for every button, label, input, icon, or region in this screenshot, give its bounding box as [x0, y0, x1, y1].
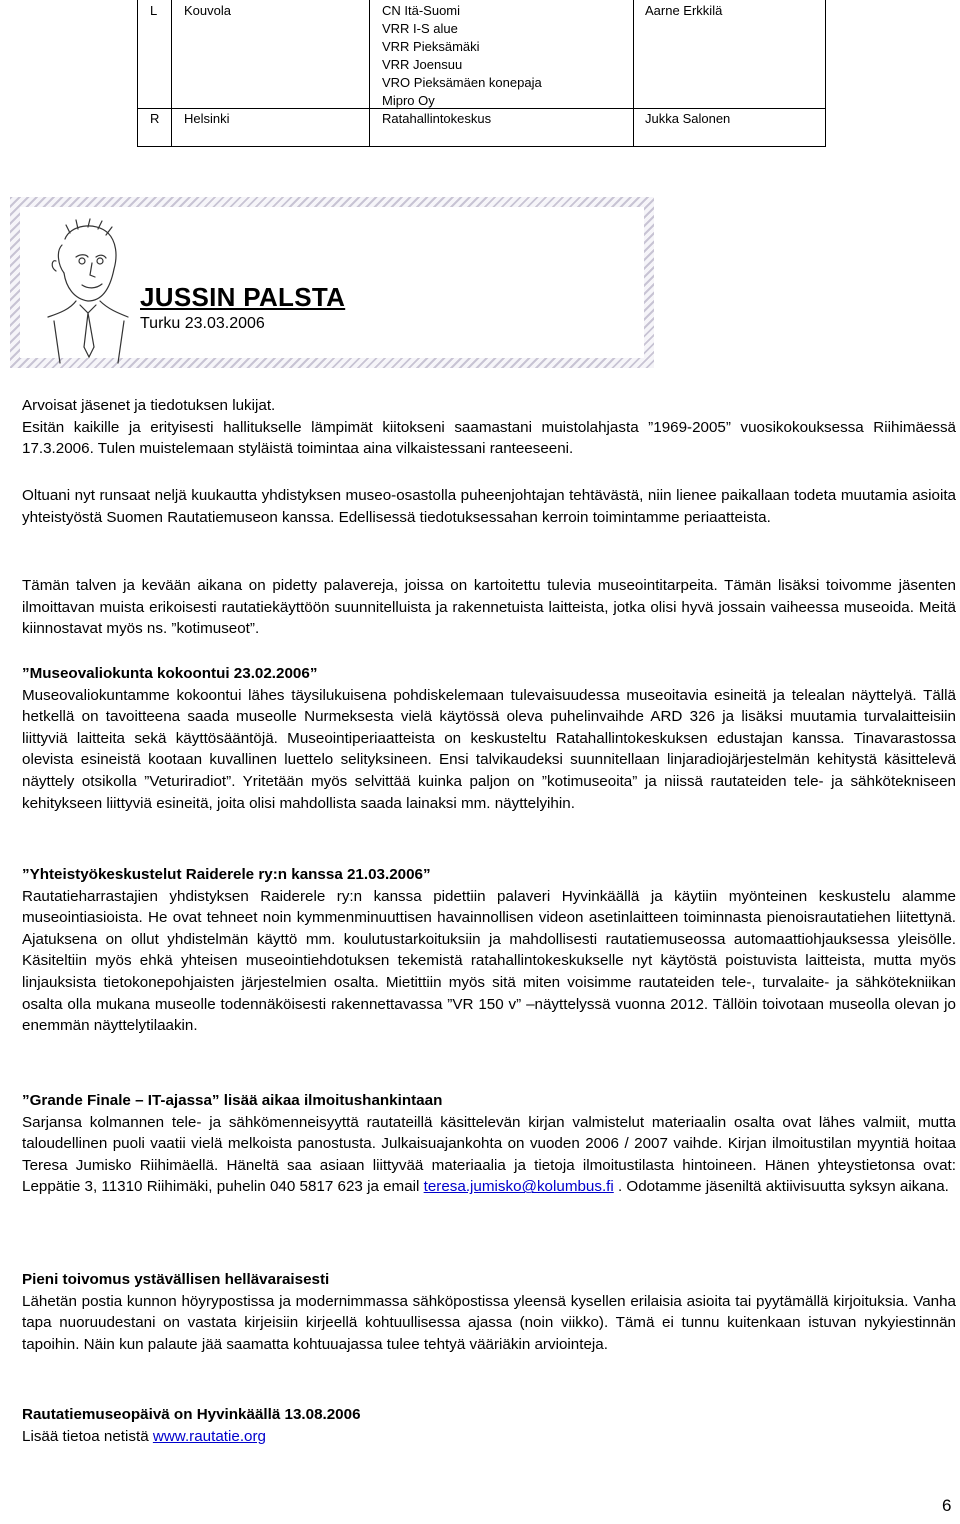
- region-code: R: [150, 111, 160, 126]
- section-heading: ”Museovaliokunta kokoontui 23.02.2006”: [22, 665, 318, 682]
- section-text: [22, 1112, 956, 1198]
- section-heading: ”Yhteistyökeskustelut Raiderele ry:n kanssa 21.03.2006”: [22, 866, 431, 883]
- contact-person: Aarne Erkkilä: [645, 3, 723, 18]
- table-divider: [369, 0, 370, 147]
- paragraph-text: Oltuani nyt runsaat neljä kuukautta yhdistyksen museo-osastolla puheenjohtajan tehtävästä, niin lienee paikallaan todeta muutamia asioita yhteistyöstä Suomen Rautatiemuseon kanssa. Edellisessä tiedotuksessahan kerroin toimintamme periaatteista.: [22, 487, 956, 526]
- link-intro-text: Lisää tietoa netistä: [22, 1427, 153, 1445]
- distribution-table: [137, 0, 826, 147]
- text-before-email: Sarjansa kolmannen tele- ja sähkömenneisyyttä rautateillä käsittelevän kirjan valmistelut materiaalin osalta ovat lähes valmiit, mutta taloudellinen puoli vaatii vielä melkoista panostusta. Julkaisuajankohta on vuoden 2006 / 2007 vaihde. Kirjan ilmoitustilan myyntiä hoitaa Teresa Jumisko Riihimäellä. Häneltä saa asiaan liittyvää materiaalia ja tietoja ilmoitustilasta hintoineen. Hänen yhteystietonsa ovat: Leppätie 3, 11310 Riihimäki, puhelin 040 5817 623 ja email: [22, 1113, 956, 1196]
- winter-paragraph: [22, 575, 956, 640]
- city-name: Helsinki: [184, 111, 230, 126]
- page-number: 6: [942, 1496, 952, 1515]
- section-text: Lähetän postia kunnon höyrypostissa ja modernimmassa sähköpostissa yleensä kysellen erilaisia asioita tai pyytämällä kirjoituksia. Vanha tapa nuoruudestani on vastata kirjeisiin kirjeellä kohtuullisessa ajassa (noin viikko). Tämä ei tunnu kuitenkaan istuvan nykyiestinnän tapoihin. Näin kun palaute jää saamatta kohtuuajassa tulee tehtyä vääriäkin arviointeja.: [22, 1292, 956, 1353]
- email-link[interactable]: teresa.jumisko@kolumbus.fi: [423, 1178, 614, 1196]
- section-raiderele: [22, 864, 956, 1037]
- section-text: Rautatieharrastajien yhdistyksen Raiderele ry:n kanssa pidettiin palaveri Hyvinkäällä ja käytiin myönteinen keskustelu alamme museointiasioista. He ovat tehneet noin kymmenminuuttisen havainnollisen videon asetinlaitteen toiminnasta pienoisrautatiehen liitettynä. Ajatuksena on ollut yhdistelmän käyttö mm. koulutustarkoituksiin ja mahdollisesti rautatiemuseossa automaattiohjauksessa yleisölle. Käsiteltiin myös ehkä yhteisen museointiehdotuksen tekemistä ratahallintokeskukselle nyt käytöstä poistuvista laitteista, mutta myös linjauksista tietokonepohjaisten järjestelmien osalta. Mietittiin myös sitä miten voisimme rautateiden tele-, turvalaite- ja sähkötekniikan osalta olla mukana museolle todennäköisesti rakennettavassa ”VR 150 v” –näyttelyssä vuonna 2012. Tällöin toivotaan museolla olevan jo enemmän näyttelytilaakin.: [22, 887, 956, 1035]
- table-divider: [171, 0, 172, 147]
- column-title: JUSSIN PALSTA: [140, 282, 346, 312]
- website-link[interactable]: www.rautatie.org: [152, 1427, 266, 1445]
- unit-list: Ratahallintokeskus: [382, 111, 492, 126]
- table-divider: [633, 0, 634, 147]
- region-code: L: [150, 3, 158, 18]
- section-text: Museovaliokuntamme kokoontui lähes täysilukuisena pohdiskelemaan tulevaisuudessa museoitavia esineitä ja telealan näyttelyä. Tällä hetkellä on tavoitteena saada museolle Nurmeksesta vielä käytössä oleva puhelinvaihde ARD 326 ja lisäksi muutamia turvalaitteisiin liittyviä laitteita sekä käyttösääntöjä. Museointiperiaatteista on keskusteltu Ratahallintokeskuksen edustajan kanssa. Tinavarastossa olevista esineistä kootaan kuvallinen luettelo selityksineen. Ensi talvikaudeksi suunnitellaan linjaradiojärjestelmän kehitystä käsittelevä näyttely otsikolla ”Veturiradiot”. Yritetään myös selvittää kuinka paljon on ”kotimuseoita” ja niissä rautateiden tele- ja sähkötekniseen kehitykseen liittyviä esineitä, joita olisi mahdollista saada lainaksi mm. näyttelyihin.: [22, 686, 956, 812]
- section-text: [22, 1426, 956, 1448]
- text-after-email: . Odotamme jäseniltä aktiivisuutta syksyn aikana.: [613, 1178, 949, 1196]
- section-museum-day: [22, 1404, 956, 1447]
- column-date: Turku 23.03.2006: [140, 315, 265, 332]
- section-request: [22, 1269, 956, 1355]
- portrait-sketch-icon: [40, 217, 130, 367]
- city-name: Kouvola: [184, 3, 231, 18]
- greeting: Arvoisat jäsenet ja tiedotuksen lukijat.: [22, 397, 276, 414]
- table-divider: [137, 108, 826, 109]
- intro-paragraph: Esitän kaikille ja erityisesti hallitukselle lämpimät kiitokseni saamastani muistolahjasta ”1969-2005” vuosikokouksessa Riihimäessä 17.3.2006. Tulen muistelemaan styläistä toimintaa aina vilkaistessani ranteeseeni.: [22, 418, 956, 458]
- paragraph-text: Tämän talven ja kevään aikana on pidetty palavereja, joissa on kartoitettu tulevia museointitarpeita. Tämän lisäksi toivomme jäsenten ilmoittavan muista erikoisesti rautatiekäyttöön suunnitelluista ja rakennetuista laitteista, jotka olisi hyvä jossain vaiheessa museoida. Meitä kiinnostavat myös ns. ”kotimuseot”.: [22, 577, 956, 638]
- section-heading: ”Grande Finale – IT-ajassa” lisää aikaa ilmoitushankintaan: [22, 1092, 443, 1109]
- column-header-inner: [20, 207, 644, 358]
- section-grande-finale: [22, 1090, 956, 1198]
- contact-person: Jukka Salonen: [645, 111, 731, 126]
- column-header-box: [10, 197, 654, 368]
- section-museum-committee: [22, 663, 956, 814]
- section-heading: Rautatiemuseopäivä on Hyvinkäällä 13.08.2006: [22, 1406, 361, 1423]
- museum-paragraph: [22, 485, 956, 528]
- unit-list: CN Itä-Suomi VRR I-S alue VRR Pieksämäki VRR Joensuu VRO Pieksämäen konepaja Mipro Oy: [382, 3, 542, 108]
- intro-section: [22, 395, 956, 460]
- section-heading: Pieni toivomus ystävällisen hellävaraisesti: [22, 1271, 330, 1288]
